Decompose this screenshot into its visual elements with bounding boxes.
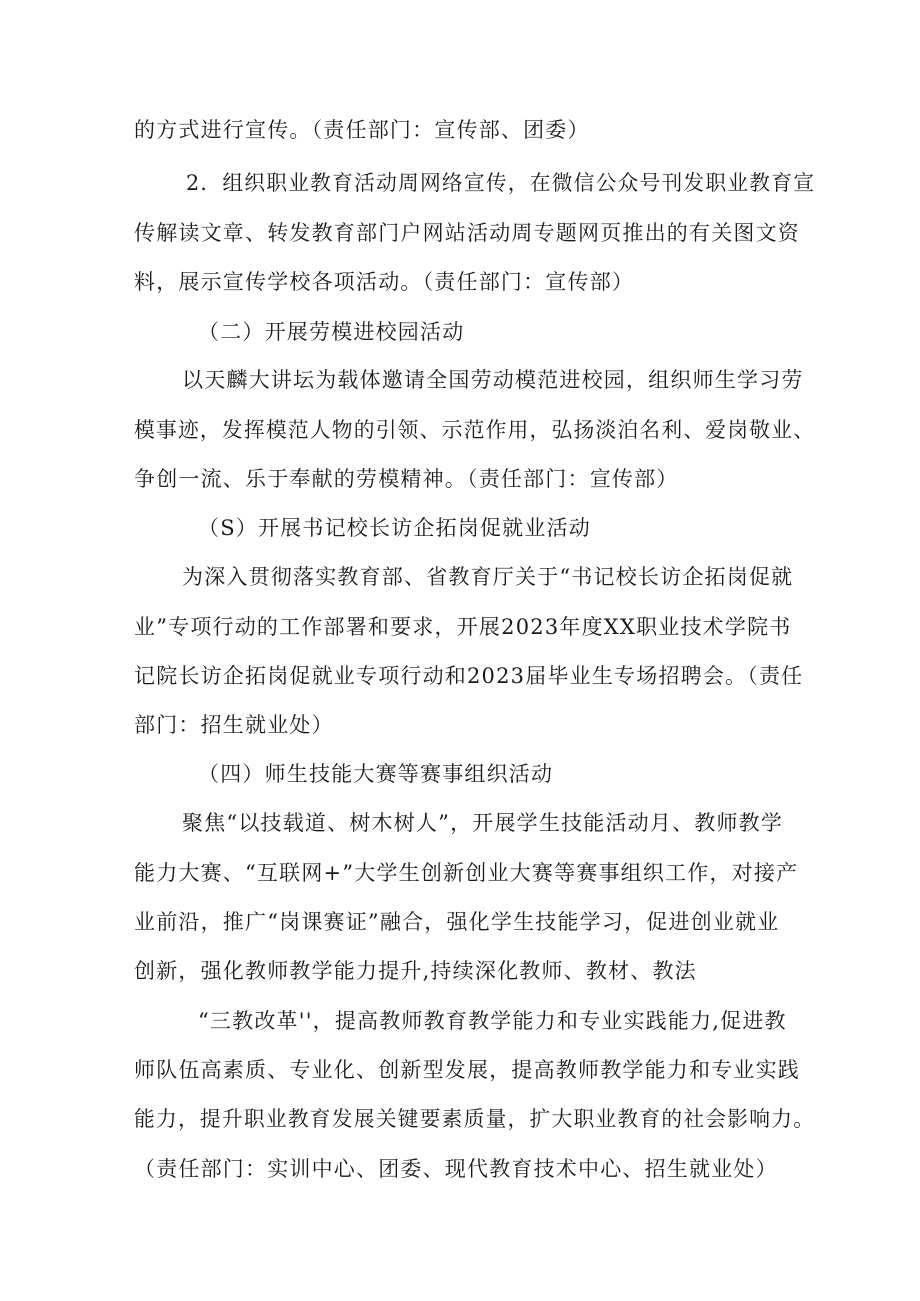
section-heading: （四）师生技能大赛等赛事组织活动 bbox=[198, 762, 554, 786]
text-line: 业”专项行动的工作部署和要求，开展2023年度XX职业技术学院书 bbox=[134, 615, 792, 639]
text-line: 师队伍高素质、专业化、创新型发展，提高教师教学能力和专业实践 bbox=[134, 1058, 800, 1082]
text-line: 创新，强化教师教学能力提升,持续深化教师、教材、教法 bbox=[134, 959, 697, 983]
text-line: 为深入贯彻落实教育部、省教育厅关于“书记校长访企拓岗促就 bbox=[182, 565, 794, 589]
text-line: （责任部门：实训中心、团委、现代教育技术中心、招生就业处） bbox=[134, 1157, 778, 1181]
text-line: “三教改革''，提高教师教育教学能力和专业实践能力,促进教 bbox=[198, 1009, 787, 1033]
text-line: 部门：招生就业处） bbox=[134, 713, 334, 737]
text-line: 传解读文章、转发教育部门户网站活动周专题网页推出的有关图文资 bbox=[134, 221, 800, 245]
text-line: 的方式进行宣传。（责任部门：宣传部、团委） bbox=[134, 118, 590, 142]
text-line: 模事迹，发挥模范人物的引领、示范作用，弘扬淡泊名利、爱岗敬业、 bbox=[134, 418, 816, 442]
text-line: 业前沿，推广“岗课赛证”融合，强化学生技能学习，促进创业就业 bbox=[134, 910, 780, 934]
text-line: 聚焦“以技载道、树木树人”，开展学生技能活动月、教师教学 bbox=[182, 811, 784, 835]
text-line: 2．组织职业教育活动周网络宣传，在微信公众号刊发职业教育宣 bbox=[186, 171, 816, 195]
text-line: 料，展示宣传学校各项活动。（责任部门：宣传部） bbox=[134, 270, 635, 294]
section-heading: （二）开展劳模进校园活动 bbox=[198, 320, 465, 344]
text-line: 以天麟大讲坛为载体邀请全国劳动模范进校园，组织师生学习劳 bbox=[182, 368, 804, 392]
section-heading: （S）开展书记校长访企拓岗促就业活动 bbox=[198, 516, 591, 540]
text-line: 能力大赛、“互联网+”大学生创新创业大赛等赛事组织工作，对接产 bbox=[134, 861, 799, 885]
text-line: 能力，提升职业教育发展关键要素质量，扩大职业教育的社会影响力。 bbox=[134, 1107, 816, 1131]
text-line: 争创一流、乐于奉献的劳模精神。（责任部门：宣传部） bbox=[134, 467, 679, 491]
text-line: 记院长访企拓岗促就业专项行动和2023届毕业生专场招聘会。（责任 bbox=[134, 664, 804, 688]
